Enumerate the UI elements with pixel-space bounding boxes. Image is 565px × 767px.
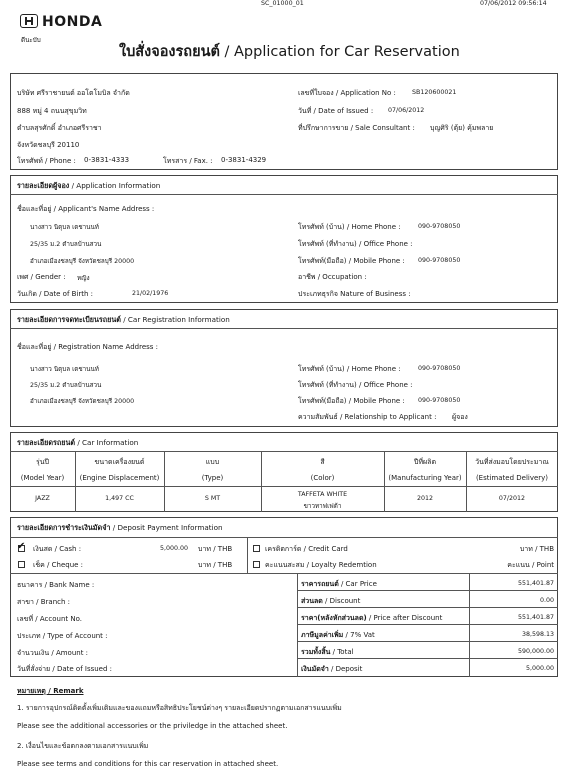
cash-amount: 5,000.00 (160, 545, 189, 552)
col-type-th: แบบ (205, 458, 220, 466)
car-year: 2012 (416, 495, 434, 502)
vat-value: 38,598.13 (521, 631, 554, 638)
dealer-fax: 0-3831-4329 (221, 156, 267, 164)
business-label: ประเภทธุรกิจ Nature of Business : (298, 290, 411, 298)
car-price-value: 551,401.87 (517, 580, 554, 587)
deposit-amount-value: 5,000.00 (525, 665, 554, 672)
loyalty-label: คะแนนสะสม / Loyalty Redemtion (265, 561, 377, 569)
applicant-section-en: / Application Information (69, 181, 161, 190)
gender-label: เพศ / Gender : (17, 273, 66, 281)
credit-card-unit: บาท / THB (519, 545, 554, 553)
car-section-title (17, 438, 138, 449)
issue-date: 07/06/2012 (388, 107, 425, 114)
deposit-section-en: / Deposit Payment Information (110, 523, 223, 532)
deposit-amount-label (301, 664, 362, 675)
col-year-en: (Manufacturing Year) (388, 474, 462, 482)
applicant-home: 090-9708050 (418, 223, 461, 230)
remark-line4: Please see terms and conditions for this car reservation in attached sheet. (17, 760, 279, 767)
applicant-line2: 25/35 ม.2 ตำบลบ้านสวน (30, 241, 102, 248)
vat-label-th: ภาษีมูลค่าเพิ่ม (301, 631, 344, 639)
col-year-th: ปีที่ผลิต (414, 458, 436, 466)
relationship: ผู้จอง (452, 413, 468, 421)
price-row-line (297, 607, 558, 608)
credit-card-checkbox[interactable] (253, 545, 260, 552)
remark-line3: 2. เงื่อนไขและข้อตกลงตามเอกสารแนบเพิ่ม (17, 742, 149, 750)
col-model-th: รุ่นปี (36, 458, 49, 466)
dealer-addr2: ตำบลสุรศักดิ์ อำเภอศรีราชา (17, 124, 102, 132)
total-value: 590,000.00 (517, 648, 554, 655)
price-after-discount-value: 551,401.87 (517, 614, 554, 621)
registration-section-th: รายละเอียดการจดทะเบียนรถยนต์ (17, 315, 121, 324)
amount-label: จำนวนเงิน / Amount : (17, 649, 89, 657)
occupation-label: อาชีพ / Occupation : (298, 273, 367, 281)
discount-label-en: / Discount (322, 597, 361, 605)
app-no-label: เลขที่ใบจอง / Application No : (298, 89, 396, 97)
relationship-label: ความสัมพันธ์ / Relationship to Applicant : (298, 413, 437, 421)
col-delivery-th: วันที่ส่งมอบโดยประมาณ (475, 458, 549, 466)
registration-mobile-label: โทรศัพท์(มือถือ) / Mobile Phone : (298, 397, 405, 405)
account-label: เลขที่ / Account No. (17, 615, 82, 623)
registration-mobile: 090-9708050 (418, 397, 461, 404)
price-row-line (297, 658, 558, 659)
page-title-en: / Application for Car Reservation (219, 44, 460, 60)
consultant-label: ที่ปรึกษาการขาย / Sale Consultant : (298, 124, 415, 132)
price-after-discount-label (301, 613, 442, 624)
car-price-label (301, 579, 377, 590)
discount-label (301, 596, 360, 607)
car-engine: 1,497 CC (105, 495, 134, 502)
loyalty-checkbox[interactable] (253, 561, 260, 568)
check-mark-icon: ✔ (17, 541, 26, 552)
dealer-fax-label: โทรสาร / Fax. : (163, 157, 213, 165)
car-type: S MT (204, 495, 221, 502)
deposit-amount-label-th: เงินมัดจำ (301, 665, 329, 673)
doc-code: SC_01000_01 (261, 0, 304, 7)
cash-unit: บาท / THB (198, 545, 233, 553)
applicant-name-addr-label: ชื่อและที่อยู่ / Applicant's Name Address : (17, 205, 155, 213)
discount-value: 0.00 (539, 597, 554, 604)
applicant-office-label: โทรศัพท์ (ที่ทำงาน) / Office Phone : (298, 240, 413, 248)
registration-section-title (17, 315, 230, 326)
dealer-name: บริษัท ศรีราชายนต์ ออโตโมบิล จำกัด (17, 89, 130, 97)
car-price-label-th: ราคารถยนต์ (301, 580, 339, 588)
dob-label: วันเกิด / Date of Birth : (17, 290, 94, 298)
registration-home: 090-9708050 (418, 365, 461, 372)
cash-label: เงินสด / Cash : (33, 545, 82, 553)
applicant-mobile-label: โทรศัพท์(มือถือ) / Mobile Phone : (298, 257, 405, 265)
cheque-label: เช็ค / Cheque : (33, 561, 84, 569)
car-divider-2 (10, 486, 558, 487)
dob: 21/02/1976 (132, 290, 169, 297)
col-engine-en: (Engine Displacement) (79, 474, 160, 482)
issue-date-label: วันที่ / Date of Issued : (298, 107, 374, 115)
car-color-th: ขาวทาฟเฟต้า (303, 503, 342, 510)
remark-label: หมายเหตุ / Remark (17, 687, 84, 695)
discount-label-th: ส่วนลด (301, 597, 323, 605)
applicant-section-th: รายละเอียดผู้จอง (17, 181, 70, 190)
price-after-discount-label-th: ราคา(หลังหักส่วนลด) (301, 614, 367, 622)
col-model-en: (Model Year) (20, 474, 65, 482)
page-title-th: ใบสั่งจองรถยนต์ (119, 44, 220, 60)
col-engine-th: ขนาดเครื่องยนต์ (94, 458, 145, 466)
registration-line3: อำเภอเมืองชลบุรี จังหวัดชลบุรี 20000 (30, 398, 135, 405)
total-label (301, 647, 354, 658)
total-label-th: รวมทั้งสิ้น (301, 648, 331, 656)
price-row-line (297, 590, 558, 591)
deposit-col-sep (247, 537, 248, 573)
dealer-addr3: จังหวัดชลบุรี 20110 (17, 141, 80, 149)
print-datetime: 07/06/2012 09:56:14 (480, 0, 547, 7)
app-no: SB120600021 (412, 89, 457, 96)
cheque-checkbox[interactable] (18, 561, 25, 568)
price-col-sep (297, 573, 298, 677)
issued-label: วันที่สั่งจ่าย / Date of Issued : (17, 665, 113, 673)
deposit-divider-1 (10, 537, 558, 538)
registration-divider (10, 328, 558, 329)
honda-logo-icon (20, 14, 38, 28)
car-model: JAZZ (35, 495, 50, 502)
total-label-en: / Total (330, 648, 354, 656)
applicant-divider (10, 194, 558, 195)
gender: หญิง (77, 275, 90, 282)
registration-section-en: / Car Registration Information (120, 315, 230, 324)
col-type-en: (Type) (201, 474, 224, 482)
registration-line2: 25/35 ม.2 ตำบลบ้านสวน (30, 382, 102, 389)
price-value-sep (469, 573, 470, 677)
deposit-amount-label-en: / Deposit (328, 665, 363, 673)
car-price-label-en: / Car Price (338, 580, 377, 588)
vat-label (301, 630, 375, 641)
car-divider-1 (10, 451, 558, 452)
deposit-divider-2 (10, 573, 558, 574)
dealer-phone: 0-3831-4333 (84, 156, 130, 164)
price-row-line (297, 641, 558, 642)
brand-name: HONDA (42, 14, 103, 30)
cheque-unit: บาท / THB (198, 561, 233, 569)
remark-line2: Please see the additional accessories or the priviledge in the attached sheet. (17, 722, 288, 730)
deposit-section-title (17, 523, 223, 534)
applicant-home-label: โทรศัพท์ (บ้าน) / Home Phone : (298, 223, 401, 231)
registration-line1: นางสาว นิตุบล เตชานนท์ (30, 366, 99, 373)
applicant-line1: นางสาว นิตุบล เตชานนท์ (30, 224, 99, 231)
registration-name-addr-label: ชื่อและที่อยู่ / Registration Name Address : (17, 343, 159, 351)
remark-line1: 1. รายการอุปกรณ์ติดตั้งเพิ่มเติมและของแถมหรือสิทธิประโยชน์ต่างๆ รายละเอียดปรากฏตามเอกสารแนบเพิ่ม (17, 704, 342, 712)
car-color: TAFFETA WHITE (297, 491, 348, 498)
dealer-addr1: 888 หมู่ 4 ถนนสุขุมวิท (17, 107, 87, 115)
applicant-section-title (17, 181, 160, 192)
car-delivery: 07/2012 (498, 495, 526, 502)
bank-label: ธนาคาร / Bank Name : (17, 581, 95, 589)
page-title (119, 40, 460, 63)
registration-home-label: โทรศัพท์ (บ้าน) / Home Phone : (298, 365, 401, 373)
account-type-label: ประเภท / Type of Account : (17, 632, 108, 640)
applicant-line3: อำเภอเมืองชลบุรี จังหวัดชลบุรี 20000 (30, 258, 135, 265)
car-section-en: / Car Information (75, 438, 139, 447)
brand-subtitle: ดีนะบับ (21, 37, 41, 44)
price-row-line (297, 624, 558, 625)
branch-label: สาขา / Branch : (17, 598, 71, 606)
col-color-th: สี (320, 458, 325, 466)
loyalty-unit: คะแนน / Point (507, 561, 554, 569)
vat-label-en: / 7% Vat (343, 631, 375, 639)
deposit-section-th: รายละเอียดการชำระเงินมัดจำ (17, 523, 111, 532)
dealer-phone-label: โทรศัพท์ / Phone : (17, 157, 76, 165)
credit-card-label: เครดิตการ์ด / Credit Card (265, 545, 348, 553)
col-color-en: (Color) (310, 474, 335, 482)
col-delivery-en: (Estimated Delivery) (475, 474, 549, 482)
price-after-discount-label-en: / Price after Discount (366, 614, 443, 622)
consultant: บุญศิริ (ตุ้ย) คุ้มพลาย (430, 124, 494, 132)
applicant-mobile: 090-9708050 (418, 257, 461, 264)
car-section-th: รายละเอียดรถยนต์ (17, 438, 76, 447)
registration-office-label: โทรศัพท์ (ที่ทำงาน) / Office Phone : (298, 381, 413, 389)
